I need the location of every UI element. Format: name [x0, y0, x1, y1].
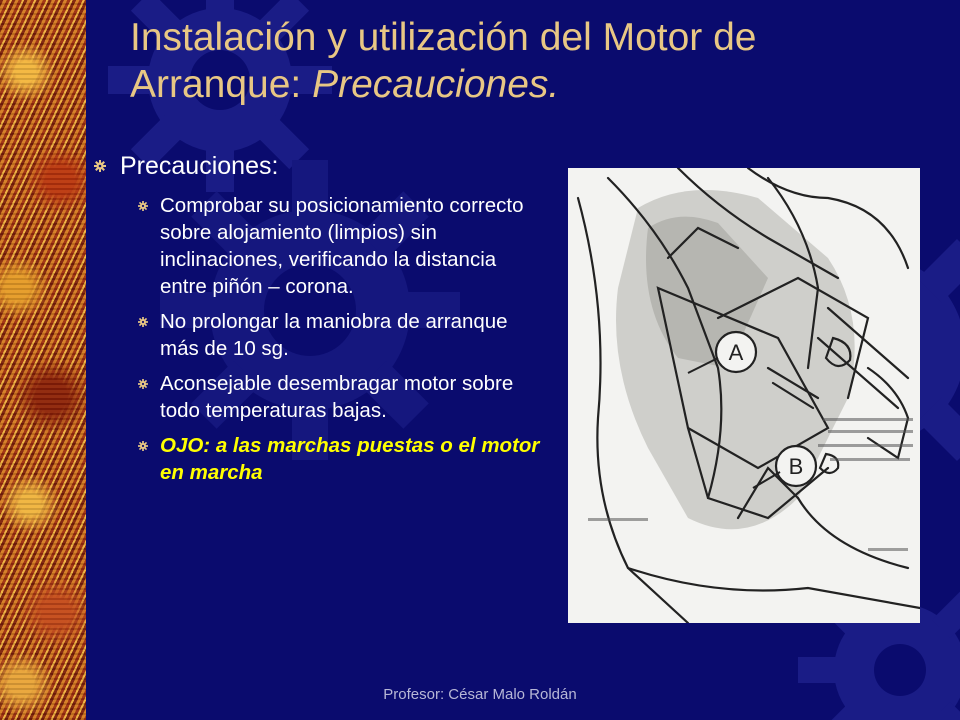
list-item-text: Comprobar su posicionamiento correcto sobre alojamiento (limpios) sin inclinaciones, verificando la distancia entre piñón – corona. — [160, 194, 524, 298]
list-item — [92, 370, 542, 424]
label-b: B — [788, 454, 804, 479]
slide-title-main: Instalación y utilización del Motor de Arranque: — [130, 16, 757, 106]
engine-drawing — [568, 168, 920, 623]
decorative-side-strip — [0, 0, 86, 720]
main-bullet-text: Precauciones: — [120, 152, 279, 180]
warning-item — [92, 432, 542, 486]
list-item — [92, 308, 542, 362]
list-item — [92, 192, 542, 300]
slide-title-italic: Precauciones. — [312, 63, 560, 106]
warning-item-text: OJO: a las marchas puestas o el motor en marcha — [160, 434, 540, 484]
gear-bullet-icon — [138, 379, 148, 389]
main-bullet — [92, 150, 542, 182]
slide-title — [130, 14, 930, 108]
gear-bullet-icon — [138, 201, 148, 211]
list-item-text: Aconsejable desembragar motor sobre todo temperaturas bajas. — [160, 372, 514, 422]
gear-bullet-icon — [138, 317, 148, 327]
label-a: A — [728, 340, 744, 365]
slide-body — [92, 150, 542, 494]
sub-bullet-list — [92, 192, 542, 486]
footer-author: Profesor: César Malo Roldán — [383, 686, 577, 703]
list-item-text: No prolongar la maniobra de arranque más de 10 sg. — [160, 310, 508, 360]
gear-bullet-icon — [138, 441, 148, 451]
gear-bullet-icon — [94, 160, 106, 172]
starter-motor-photo — [568, 168, 920, 623]
